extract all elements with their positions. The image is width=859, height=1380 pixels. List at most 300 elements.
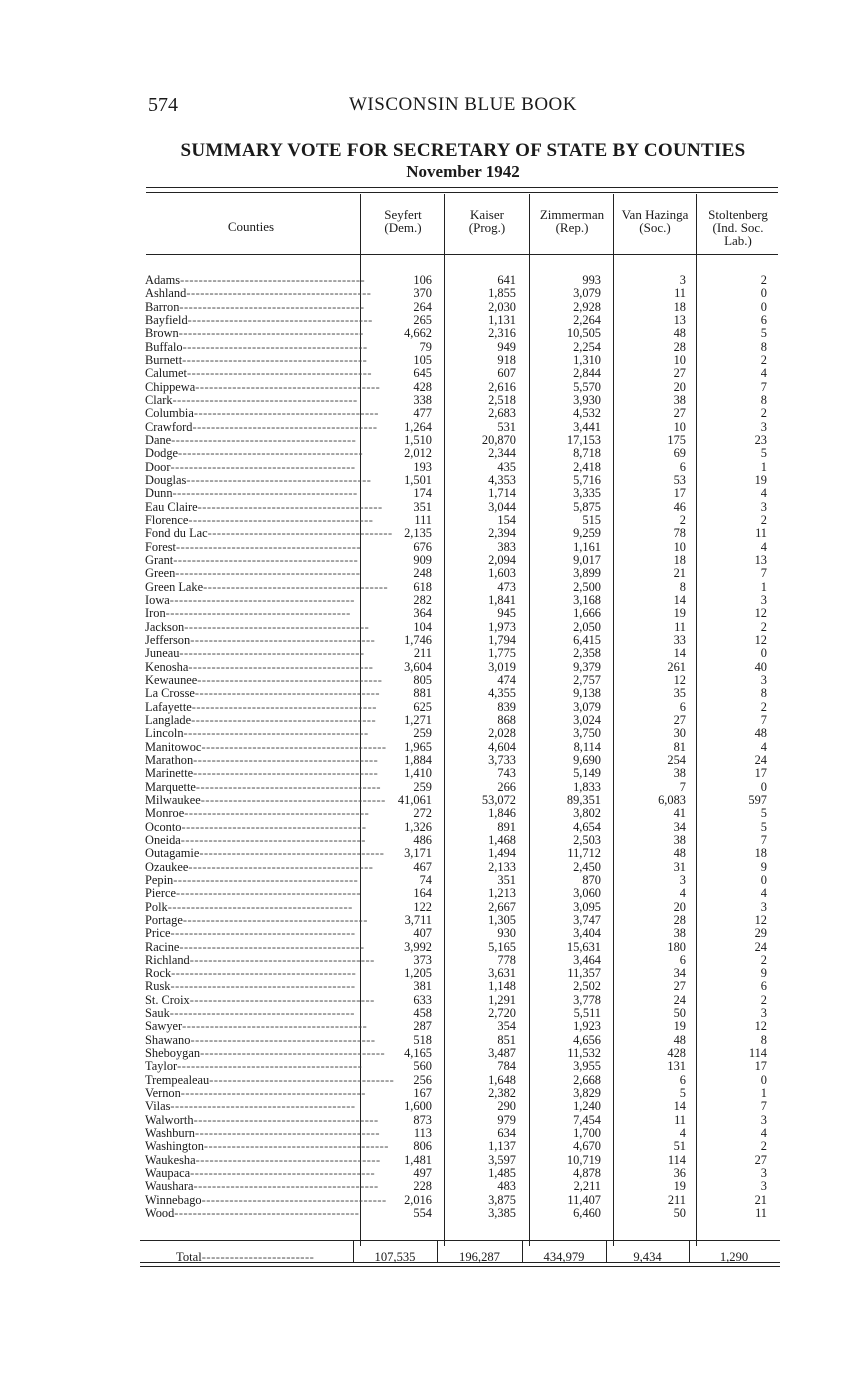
- county-name-text: Winnebago: [145, 1192, 202, 1207]
- county-name: [145, 526, 393, 541]
- leader-dots: ----------------------------------------: [175, 886, 362, 901]
- county-name: [145, 632, 376, 647]
- cell-kaiser: 1,468: [488, 832, 516, 847]
- table-row: [145, 1180, 785, 1193]
- county-name: [145, 461, 355, 474]
- cell-van-hazinga: 11: [674, 1112, 686, 1127]
- county-name-text: Marathon: [145, 752, 194, 767]
- cell-stoltenberg: 8: [760, 392, 767, 407]
- cell-seyfert: 351: [413, 499, 432, 514]
- leader-dots: ----------------------------------------: [207, 526, 393, 541]
- cell-van-hazinga: 81: [673, 739, 686, 754]
- county-name: [145, 419, 378, 434]
- cell-zimmerman: 8,114: [573, 739, 601, 754]
- cell-kaiser: 778: [497, 952, 516, 967]
- cell-seyfert: 1,600: [404, 1099, 432, 1114]
- cell-kaiser: 2,683: [488, 406, 516, 421]
- county-name-text: Kewaunee: [145, 672, 198, 687]
- county-name: [145, 539, 362, 554]
- county-name-text: Richland: [145, 952, 190, 967]
- table-row: [145, 861, 785, 874]
- county-name-text: Iron: [145, 606, 166, 621]
- bottom-rule-inner: [140, 1266, 780, 1267]
- county-name-text: Outagamie: [145, 846, 200, 861]
- cell-kaiser: 607: [497, 366, 516, 381]
- cell-stoltenberg: 4: [760, 739, 767, 754]
- cell-stoltenberg: 17: [754, 766, 767, 781]
- county-name-text: Florence: [145, 512, 189, 527]
- header-line: (Dem.): [384, 220, 422, 235]
- cell-kaiser: 743: [497, 766, 516, 781]
- cell-zimmerman: 5,716: [573, 472, 601, 487]
- cell-van-hazinga: 180: [667, 939, 686, 954]
- leader-dots: ----------------------------------------: [186, 366, 373, 381]
- table-row: [145, 1154, 785, 1167]
- county-name: [145, 952, 375, 967]
- cell-van-hazinga: 48: [673, 846, 686, 861]
- cell-kaiser: 3,631: [488, 966, 516, 981]
- county-name-text: Waushara: [145, 1179, 194, 1194]
- county-name-text: St. Croix: [145, 992, 190, 1007]
- leader-dots: ----------------------------------------: [201, 739, 387, 754]
- county-name-text: Columbia: [145, 406, 194, 421]
- county-name-text: Dunn: [145, 486, 173, 501]
- cell-zimmerman: 5,149: [573, 766, 601, 781]
- cell-van-hazinga: 131: [667, 1059, 686, 1074]
- cell-seyfert: 3,171: [404, 846, 432, 861]
- county-name: [145, 859, 374, 874]
- cell-van-hazinga: 35: [673, 686, 686, 701]
- cell-stoltenberg: 3: [760, 499, 767, 514]
- cell-van-hazinga: 30: [673, 726, 686, 741]
- header-stoltenberg: [697, 208, 779, 247]
- leader-dots: ----------------------------------------: [181, 819, 367, 834]
- cell-seyfert: 256: [413, 1072, 432, 1087]
- cell-seyfert: 122: [413, 899, 432, 914]
- county-name-text: Adams: [145, 273, 181, 287]
- leader-dots: ----------------------------------------: [180, 832, 366, 847]
- table-row: [145, 501, 785, 514]
- cell-kaiser: 2,720: [488, 1006, 516, 1021]
- cell-stoltenberg: 8: [760, 339, 767, 354]
- county-name: [145, 1166, 376, 1181]
- county-name-text: Jefferson: [145, 632, 191, 647]
- table-row: [145, 781, 785, 794]
- cell-kaiser: 949: [497, 339, 516, 354]
- table-row: [145, 461, 785, 474]
- cell-kaiser: 154: [497, 512, 516, 527]
- cell-zimmerman: 11,357: [567, 966, 601, 981]
- table-row: [145, 994, 785, 1007]
- cell-seyfert: 486: [413, 832, 432, 847]
- county-name-text: Crawford: [145, 419, 193, 434]
- cell-stoltenberg: 7: [760, 379, 767, 394]
- cell-van-hazinga: 24: [673, 992, 686, 1007]
- cell-zimmerman: 3,079: [573, 699, 601, 714]
- cell-zimmerman: 17,153: [566, 432, 601, 447]
- county-name-text: Kenosha: [145, 659, 189, 674]
- leader-dots: ----------------------------------------: [195, 379, 381, 394]
- leader-dots: ----------------------------------------: [195, 779, 381, 794]
- county-name: [145, 273, 366, 287]
- cell-stoltenberg: 23: [754, 432, 767, 447]
- county-name: [145, 1100, 355, 1113]
- cell-seyfert: 407: [413, 926, 432, 941]
- table-row: [145, 554, 785, 567]
- cell-van-hazinga: 48: [673, 1032, 686, 1047]
- cell-van-hazinga: 4: [679, 1126, 686, 1141]
- leader-dots: ------------------------: [201, 1250, 315, 1264]
- cell-seyfert: 805: [413, 672, 432, 687]
- cell-van-hazinga: 11: [674, 619, 686, 634]
- county-name-text: Waupaca: [145, 1166, 191, 1181]
- table-row: [145, 1114, 785, 1127]
- leader-dots: ----------------------------------------: [194, 686, 380, 701]
- cell-zimmerman: 9,379: [573, 659, 601, 674]
- cell-zimmerman: 2,254: [573, 339, 601, 354]
- cell-seyfert: 618: [413, 579, 432, 594]
- cell-zimmerman: 5,875: [573, 499, 601, 514]
- cell-kaiser: 53,072: [481, 792, 516, 807]
- county-name: [145, 819, 367, 834]
- header-line: (Soc.): [639, 220, 671, 235]
- table-row: [145, 1100, 785, 1113]
- cell-stoltenberg: 4: [760, 366, 767, 381]
- header-line: Counties: [227, 219, 275, 234]
- cell-van-hazinga: 6: [679, 459, 686, 474]
- leader-dots: ----------------------------------------: [182, 339, 368, 354]
- cell-zimmerman: 7,454: [573, 1112, 601, 1127]
- county-name-text: Door: [145, 459, 171, 474]
- cell-stoltenberg: 4: [760, 486, 767, 501]
- cell-seyfert: 625: [413, 699, 432, 714]
- table-row: [145, 434, 785, 447]
- cell-zimmerman: 1,666: [573, 606, 601, 621]
- county-name: [145, 992, 375, 1007]
- cell-kaiser: 1,855: [488, 286, 516, 301]
- county-name: [145, 1179, 379, 1194]
- cell-stoltenberg: 4: [760, 539, 767, 554]
- county-name-text: Marinette: [145, 766, 194, 781]
- table-row: [145, 687, 785, 700]
- county-name-text: Waukesha: [145, 1152, 196, 1167]
- top-rule: [146, 187, 778, 188]
- county-name-text: Ozaukee: [145, 859, 189, 874]
- county-name: [145, 379, 381, 394]
- county-name: [145, 512, 374, 527]
- cell-stoltenberg: 114: [748, 1046, 767, 1061]
- cell-zimmerman: 2,928: [573, 299, 601, 314]
- cell-seyfert: 79: [419, 339, 432, 354]
- cell-stoltenberg: 0: [760, 779, 767, 794]
- county-name: [145, 872, 359, 887]
- leader-dots: ----------------------------------------: [203, 1139, 389, 1154]
- county-name-text: Washington: [145, 1139, 204, 1154]
- cell-kaiser: 4,355: [488, 686, 516, 701]
- cell-zimmerman: 10,505: [566, 326, 601, 341]
- county-name-text: Eau Claire: [145, 499, 198, 514]
- cell-kaiser: 2,028: [488, 726, 516, 741]
- cell-stoltenberg: 2: [760, 406, 767, 421]
- cell-stoltenberg: 7: [760, 566, 767, 581]
- county-name-text: Barron: [145, 299, 180, 314]
- leader-dots: ----------------------------------------: [171, 432, 357, 447]
- cell-kaiser: 1,137: [488, 1139, 516, 1154]
- cell-van-hazinga: 33: [673, 632, 686, 647]
- cell-kaiser: 354: [497, 1019, 516, 1034]
- cell-zimmerman: 11,407: [567, 1192, 601, 1207]
- cell-stoltenberg: 3: [760, 1179, 767, 1194]
- cell-kaiser: 868: [497, 712, 516, 727]
- leader-dots: ----------------------------------------: [171, 966, 357, 981]
- cell-seyfert: 3,604: [404, 659, 432, 674]
- leader-dots: ----------------------------------------: [174, 1206, 360, 1221]
- cell-stoltenberg: 4: [760, 886, 767, 901]
- leader-dots: ----------------------------------------: [179, 299, 365, 314]
- cell-stoltenberg: 2: [760, 352, 767, 367]
- cell-kaiser: 1,291: [488, 992, 516, 1007]
- cell-zimmerman: 8,718: [573, 446, 601, 461]
- cell-zimmerman: 2,503: [573, 832, 601, 847]
- leader-dots: ----------------------------------------: [182, 1019, 368, 1034]
- cell-kaiser: 2,394: [488, 526, 516, 541]
- table-row: [145, 1060, 785, 1073]
- leader-dots: ----------------------------------------: [193, 766, 379, 781]
- leader-dots: ----------------------------------------: [189, 992, 375, 1007]
- county-name: [145, 352, 368, 367]
- county-name-text: Buffalo: [145, 339, 183, 354]
- cell-stoltenberg: 17: [754, 1059, 767, 1074]
- leader-dots: ----------------------------------------: [200, 792, 386, 807]
- county-name-text: Clark: [145, 392, 173, 407]
- county-name-text: Price: [145, 926, 171, 941]
- cell-zimmerman: 1,161: [573, 539, 601, 554]
- cell-stoltenberg: 12: [754, 606, 767, 621]
- cell-stoltenberg: 11: [755, 1206, 767, 1221]
- cell-seyfert: 2,016: [404, 1192, 432, 1207]
- cell-zimmerman: 4,532: [573, 406, 601, 421]
- leader-dots: ----------------------------------------: [178, 446, 364, 461]
- total-zimmerman: 434,979: [543, 1250, 585, 1264]
- county-name-text: Iowa: [145, 592, 170, 607]
- cell-zimmerman: 3,750: [573, 726, 601, 741]
- table-subtitle: November 1942: [406, 162, 520, 181]
- cell-zimmerman: 3,829: [573, 1086, 601, 1101]
- cell-kaiser: 918: [497, 352, 516, 367]
- cell-seyfert: 104: [413, 619, 432, 634]
- table-row: [145, 301, 785, 314]
- cell-stoltenberg: 2: [760, 512, 767, 527]
- table-row: [145, 661, 785, 674]
- cell-kaiser: 473: [497, 579, 516, 594]
- cell-seyfert: 1,271: [404, 712, 432, 727]
- county-name: [145, 366, 373, 381]
- cell-seyfert: 259: [413, 726, 432, 741]
- table-row: [145, 407, 785, 420]
- cell-seyfert: 211: [413, 646, 432, 661]
- cell-van-hazinga: 38: [673, 832, 686, 847]
- cell-stoltenberg: 8: [760, 686, 767, 701]
- cell-kaiser: 851: [497, 1032, 516, 1047]
- header-seyfert: [362, 208, 444, 234]
- cell-stoltenberg: 9: [760, 966, 767, 981]
- cell-kaiser: 979: [497, 1112, 516, 1127]
- table-row: [145, 487, 785, 500]
- cell-van-hazinga: 27: [673, 406, 686, 421]
- cell-zimmerman: 6,415: [573, 632, 601, 647]
- cell-van-hazinga: 19: [673, 1179, 686, 1194]
- cell-seyfert: 1,746: [404, 632, 432, 647]
- county-name-text: Bayfield: [145, 312, 188, 327]
- cell-seyfert: 106: [413, 273, 432, 287]
- cell-stoltenberg: 0: [760, 299, 767, 314]
- cell-van-hazinga: 14: [673, 646, 686, 661]
- header-line: Van Hazinga: [621, 207, 689, 222]
- county-name: [145, 766, 379, 781]
- county-name: [145, 392, 358, 407]
- cell-kaiser: 1,648: [488, 1072, 516, 1087]
- county-name: [145, 286, 372, 301]
- cell-kaiser: 2,316: [488, 326, 516, 341]
- cell-seyfert: 1,501: [404, 472, 432, 487]
- leader-dots: ----------------------------------------: [179, 939, 365, 954]
- county-name-text: Manitowoc: [145, 739, 202, 754]
- cell-zimmerman: 1,700: [573, 1126, 601, 1141]
- cell-seyfert: 338: [413, 392, 432, 407]
- cell-zimmerman: 2,358: [573, 646, 601, 661]
- cell-stoltenberg: 5: [760, 446, 767, 461]
- county-name: [145, 832, 366, 847]
- leader-dots: ----------------------------------------: [193, 1112, 379, 1127]
- cell-zimmerman: 4,670: [573, 1139, 601, 1154]
- cell-kaiser: 383: [497, 539, 516, 554]
- leader-dots: ----------------------------------------: [190, 1166, 376, 1181]
- cell-van-hazinga: 2: [679, 512, 686, 527]
- leader-dots: ----------------------------------------: [172, 392, 358, 407]
- cell-van-hazinga: 17: [673, 486, 686, 501]
- cell-seyfert: 248: [413, 566, 432, 581]
- leader-dots: ----------------------------------------: [199, 846, 385, 861]
- cell-seyfert: 287: [413, 1019, 432, 1034]
- cell-seyfert: 113: [413, 1126, 432, 1141]
- cell-van-hazinga: 19: [673, 1019, 686, 1034]
- cell-kaiser: 1,973: [488, 619, 516, 634]
- cell-van-hazinga: 14: [673, 1099, 686, 1114]
- cell-van-hazinga: 8: [679, 579, 686, 594]
- county-name-text: Taylor: [145, 1059, 178, 1074]
- cell-van-hazinga: 38: [673, 392, 686, 407]
- cell-zimmerman: 10,719: [566, 1152, 601, 1167]
- cell-van-hazinga: 10: [673, 539, 686, 554]
- cell-van-hazinga: 27: [673, 366, 686, 381]
- county-name: [145, 659, 374, 674]
- cell-kaiser: 1,775: [488, 646, 516, 661]
- cell-van-hazinga: 3: [679, 273, 686, 287]
- cell-van-hazinga: 6: [679, 1072, 686, 1087]
- table-row: [145, 634, 785, 647]
- cell-zimmerman: 3,899: [573, 566, 601, 581]
- cell-zimmerman: 1,240: [573, 1099, 601, 1114]
- cell-stoltenberg: 9: [760, 859, 767, 874]
- header-line: Kaiser: [470, 207, 504, 222]
- leader-dots: ----------------------------------------: [170, 459, 356, 474]
- table-row: [145, 874, 785, 887]
- cell-kaiser: 290: [497, 1099, 516, 1114]
- leader-dots: ----------------------------------------: [186, 286, 372, 301]
- page-number: 574: [148, 94, 178, 116]
- cell-seyfert: 1,481: [404, 1152, 432, 1167]
- leader-dots: ----------------------------------------: [195, 1152, 381, 1167]
- leader-dots: ----------------------------------------: [187, 312, 373, 327]
- cell-zimmerman: 3,024: [573, 712, 601, 727]
- cell-van-hazinga: 46: [673, 499, 686, 514]
- cell-seyfert: 167: [413, 1086, 432, 1101]
- table-row: [145, 607, 785, 620]
- total-label-text: Total: [176, 1250, 202, 1264]
- cell-kaiser: 4,604: [488, 739, 516, 754]
- cell-kaiser: 3,487: [488, 1046, 516, 1061]
- county-name-text: Shawano: [145, 1032, 191, 1047]
- county-name-text: Racine: [145, 939, 180, 954]
- county-name-text: Sauk: [145, 1006, 170, 1021]
- cell-zimmerman: 3,168: [573, 592, 601, 607]
- county-name-text: Polk: [145, 899, 168, 914]
- cell-zimmerman: 9,017: [573, 552, 601, 567]
- cell-zimmerman: 3,441: [573, 419, 601, 434]
- cell-seyfert: 2,135: [404, 526, 432, 541]
- table-row: [145, 447, 785, 460]
- cell-zimmerman: 9,259: [573, 526, 601, 541]
- cell-stoltenberg: 5: [760, 806, 767, 821]
- cell-stoltenberg: 48: [754, 726, 767, 741]
- cell-stoltenberg: 597: [748, 792, 767, 807]
- cell-van-hazinga: 4: [679, 886, 686, 901]
- table-row: [145, 794, 785, 807]
- cell-seyfert: 373: [413, 952, 432, 967]
- cell-kaiser: 891: [497, 819, 516, 834]
- county-name: [145, 1019, 368, 1034]
- county-name: [145, 1192, 387, 1207]
- cell-kaiser: 839: [497, 699, 516, 714]
- county-name-text: Washburn: [145, 1126, 195, 1141]
- cell-stoltenberg: 2: [760, 273, 767, 287]
- leader-dots: ----------------------------------------: [193, 1179, 379, 1194]
- county-name: [145, 299, 365, 314]
- cell-van-hazinga: 6: [679, 952, 686, 967]
- leader-dots: ----------------------------------------: [191, 712, 377, 727]
- county-name: [145, 566, 361, 581]
- header-line: Stoltenberg: [708, 207, 768, 222]
- cell-zimmerman: 870: [582, 872, 601, 887]
- county-name-text: Oconto: [145, 819, 182, 834]
- county-name-text: Calumet: [145, 366, 187, 381]
- county-name: [145, 1059, 363, 1074]
- table-row: [145, 1034, 785, 1047]
- cell-zimmerman: 3,747: [573, 912, 601, 927]
- cell-zimmerman: 2,264: [573, 312, 601, 327]
- cell-zimmerman: 1,310: [573, 352, 601, 367]
- cell-seyfert: 4,165: [404, 1046, 432, 1061]
- leader-dots: ----------------------------------------: [173, 872, 359, 887]
- table-row: [145, 527, 785, 540]
- cell-stoltenberg: 7: [760, 832, 767, 847]
- cell-stoltenberg: 1: [760, 459, 767, 474]
- county-name-text: Green Lake: [145, 579, 204, 594]
- table-row: [145, 341, 785, 354]
- cell-zimmerman: 3,060: [573, 886, 601, 901]
- county-name-text: Jackson: [145, 619, 185, 634]
- county-name: [145, 406, 379, 421]
